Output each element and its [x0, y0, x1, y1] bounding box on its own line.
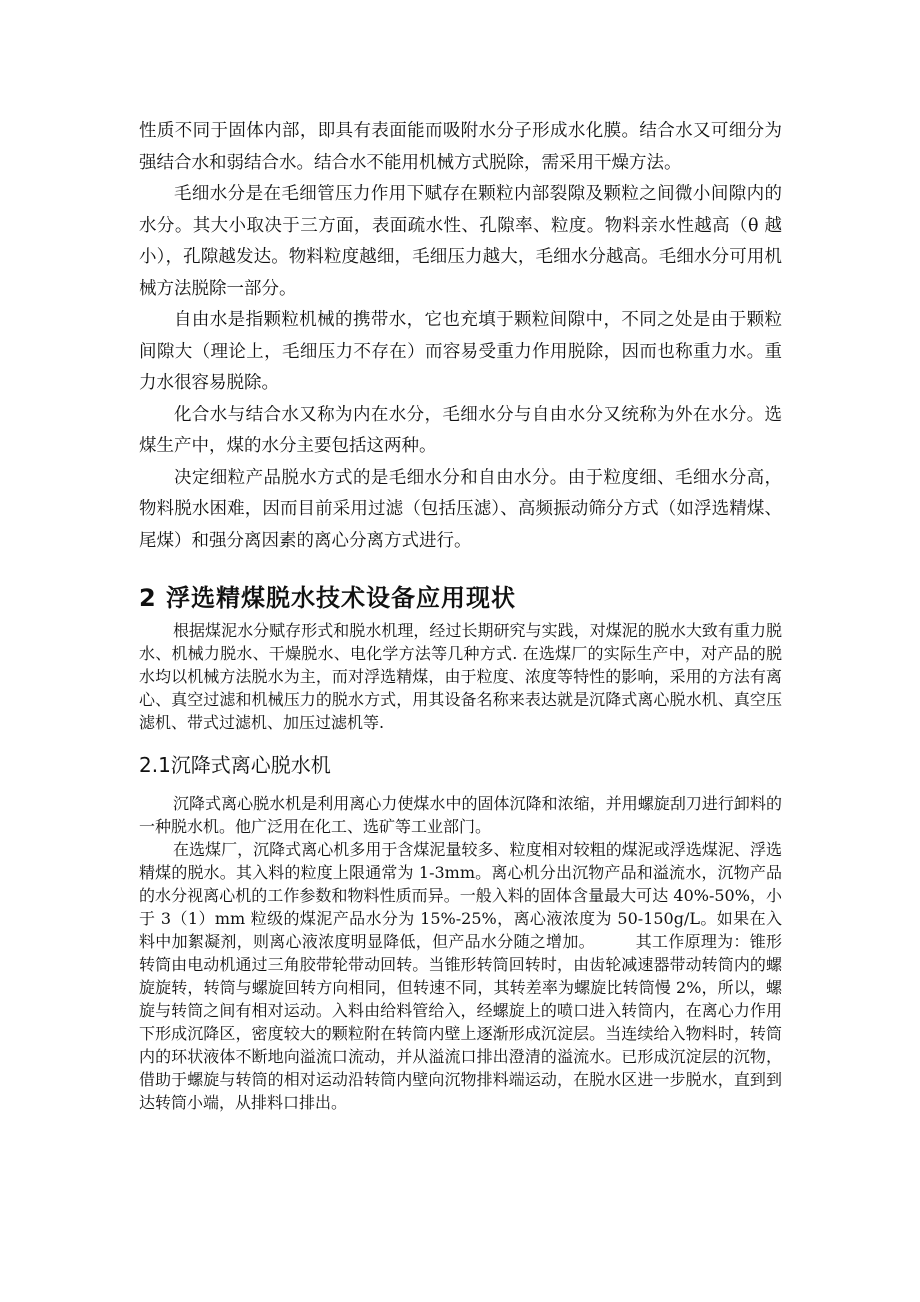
intro-paragraph-5: 决定细粒产品脱水方式的是毛细水分和自由水分。由于粒度细、毛细水分高，物料脱水困难，因而目前采用过滤（包括压滤）、高频振动筛分方式（如浮选精煤、尾煤）和强分离因素的离心分离方式进行。 — [139, 467, 782, 551]
section-2-heading: 2 浮选精煤脱水技术设备应用现状 — [139, 584, 517, 612]
intro-paragraph-4: 化合水与结合水又称为内在水分，毛细水分与自由水分又统称为外在水分。选煤生产中，煤的水分主要包括这两种。 — [139, 404, 782, 456]
section-2-1-heading: 2.1沉降式离心脱水机 — [139, 753, 331, 777]
intro-paragraph-2: 毛细水分是在毛细管压力作用下赋存在颗粒内部裂隙及颗粒之间微小间隙内的水分。其大小取决于三方面，表面疏水性、孔隙率、粒度。物料亲水性越高（θ 越小），孔隙越发达。物料粒度越细，毛细压力越大，毛细水分越高。毛细水分可用机械方法脱除一部分。 — [139, 184, 782, 299]
document-body — [139, 116, 782, 1114]
intro-paragraph-1: 性质不同于固体内部，即具有表面能而吸附水分子形成水化膜。结合水又可细分为强结合水和弱结合水。结合水不能用机械方式脱除，需采用干燥方法。 — [139, 121, 782, 173]
intro-paragraph-3: 自由水是指颗粒机械的携带水，它也充填于颗粒间隙中，不同之处是由于颗粒间隙大（理论上，毛细压力不存在）而容易受重力作用脱除，因而也称重力水。重力水很容易脱除。 — [139, 310, 782, 393]
section-2-paragraph: 根据煤泥水分赋存形式和脱水机理，经过长期研究与实践，对煤泥的脱水大致有重力脱水、机械力脱水、干燥脱水、电化学方法等几种方式. 在选煤厂的实际生产中，对产品的脱水均以机械方法脱水为主，而对浮选精煤，由于粒度、浓度等特性的影响，采用的方法有离心、真空过滤和机械压力的脱水方式，用其设备名称来表达就是沉降式离心脱水机、真空压滤机、带式过滤机、加压过滤机等. — [139, 621, 782, 732]
section-2-1-paragraph-1: 沉降式离心脱水机是利用离心力使煤水中的固体沉降和浓缩，并用螺旋刮刀进行卸料的一种脱水机。他广泛用在化工、选矿等工业部门。 — [139, 794, 782, 836]
section-2-1-paragraph-2: 在选煤厂，沉降式离心机多用于含煤泥量较多、粒度相对较粗的煤泥或浮选煤泥、浮选精煤的脱水。其入料的粒度上限通常为 1-3mm。离心机分出沉物产品和溢流水，沉物产品的水分视离心机的工作参数和物料性质而异。一般入料的固体含量最大可达 40%-50%，小于 3（1）mm 粒级的煤泥产品水分为 15%-25%，离心液浓度为 50-150g/L。如果在入料中加絮凝剂，则离心液浓度明显降低，但产品水分随之增加。 其工作原理为：锥形转筒由电动机通过三角胶带轮带动回转。当锥形转筒回转时，由齿轮减速器带动转筒内的螺旋旋转，转筒与螺旋回转方向相同，但转速不同，其转差率为螺旋比转筒慢 2%，所以，螺旋与转筒之间有相对运动。入料由给料管给入，经螺旋上的喷口进入转筒内，在离心力作用下形成沉降区，密度较大的颗粒附在转筒内壁上逐渐形成沉淀层。当连续给入物料时，转筒内的环状液体不断地向溢流口流动，并从溢流口排出澄清的溢流水。已形成沉淀层的沉物，借助于螺旋与转筒的相对运动沿转筒内壁向沉物排料端运动，在脱水区进一步脱水，直到到达转筒小端，从排料口排出。 — [139, 840, 782, 1112]
